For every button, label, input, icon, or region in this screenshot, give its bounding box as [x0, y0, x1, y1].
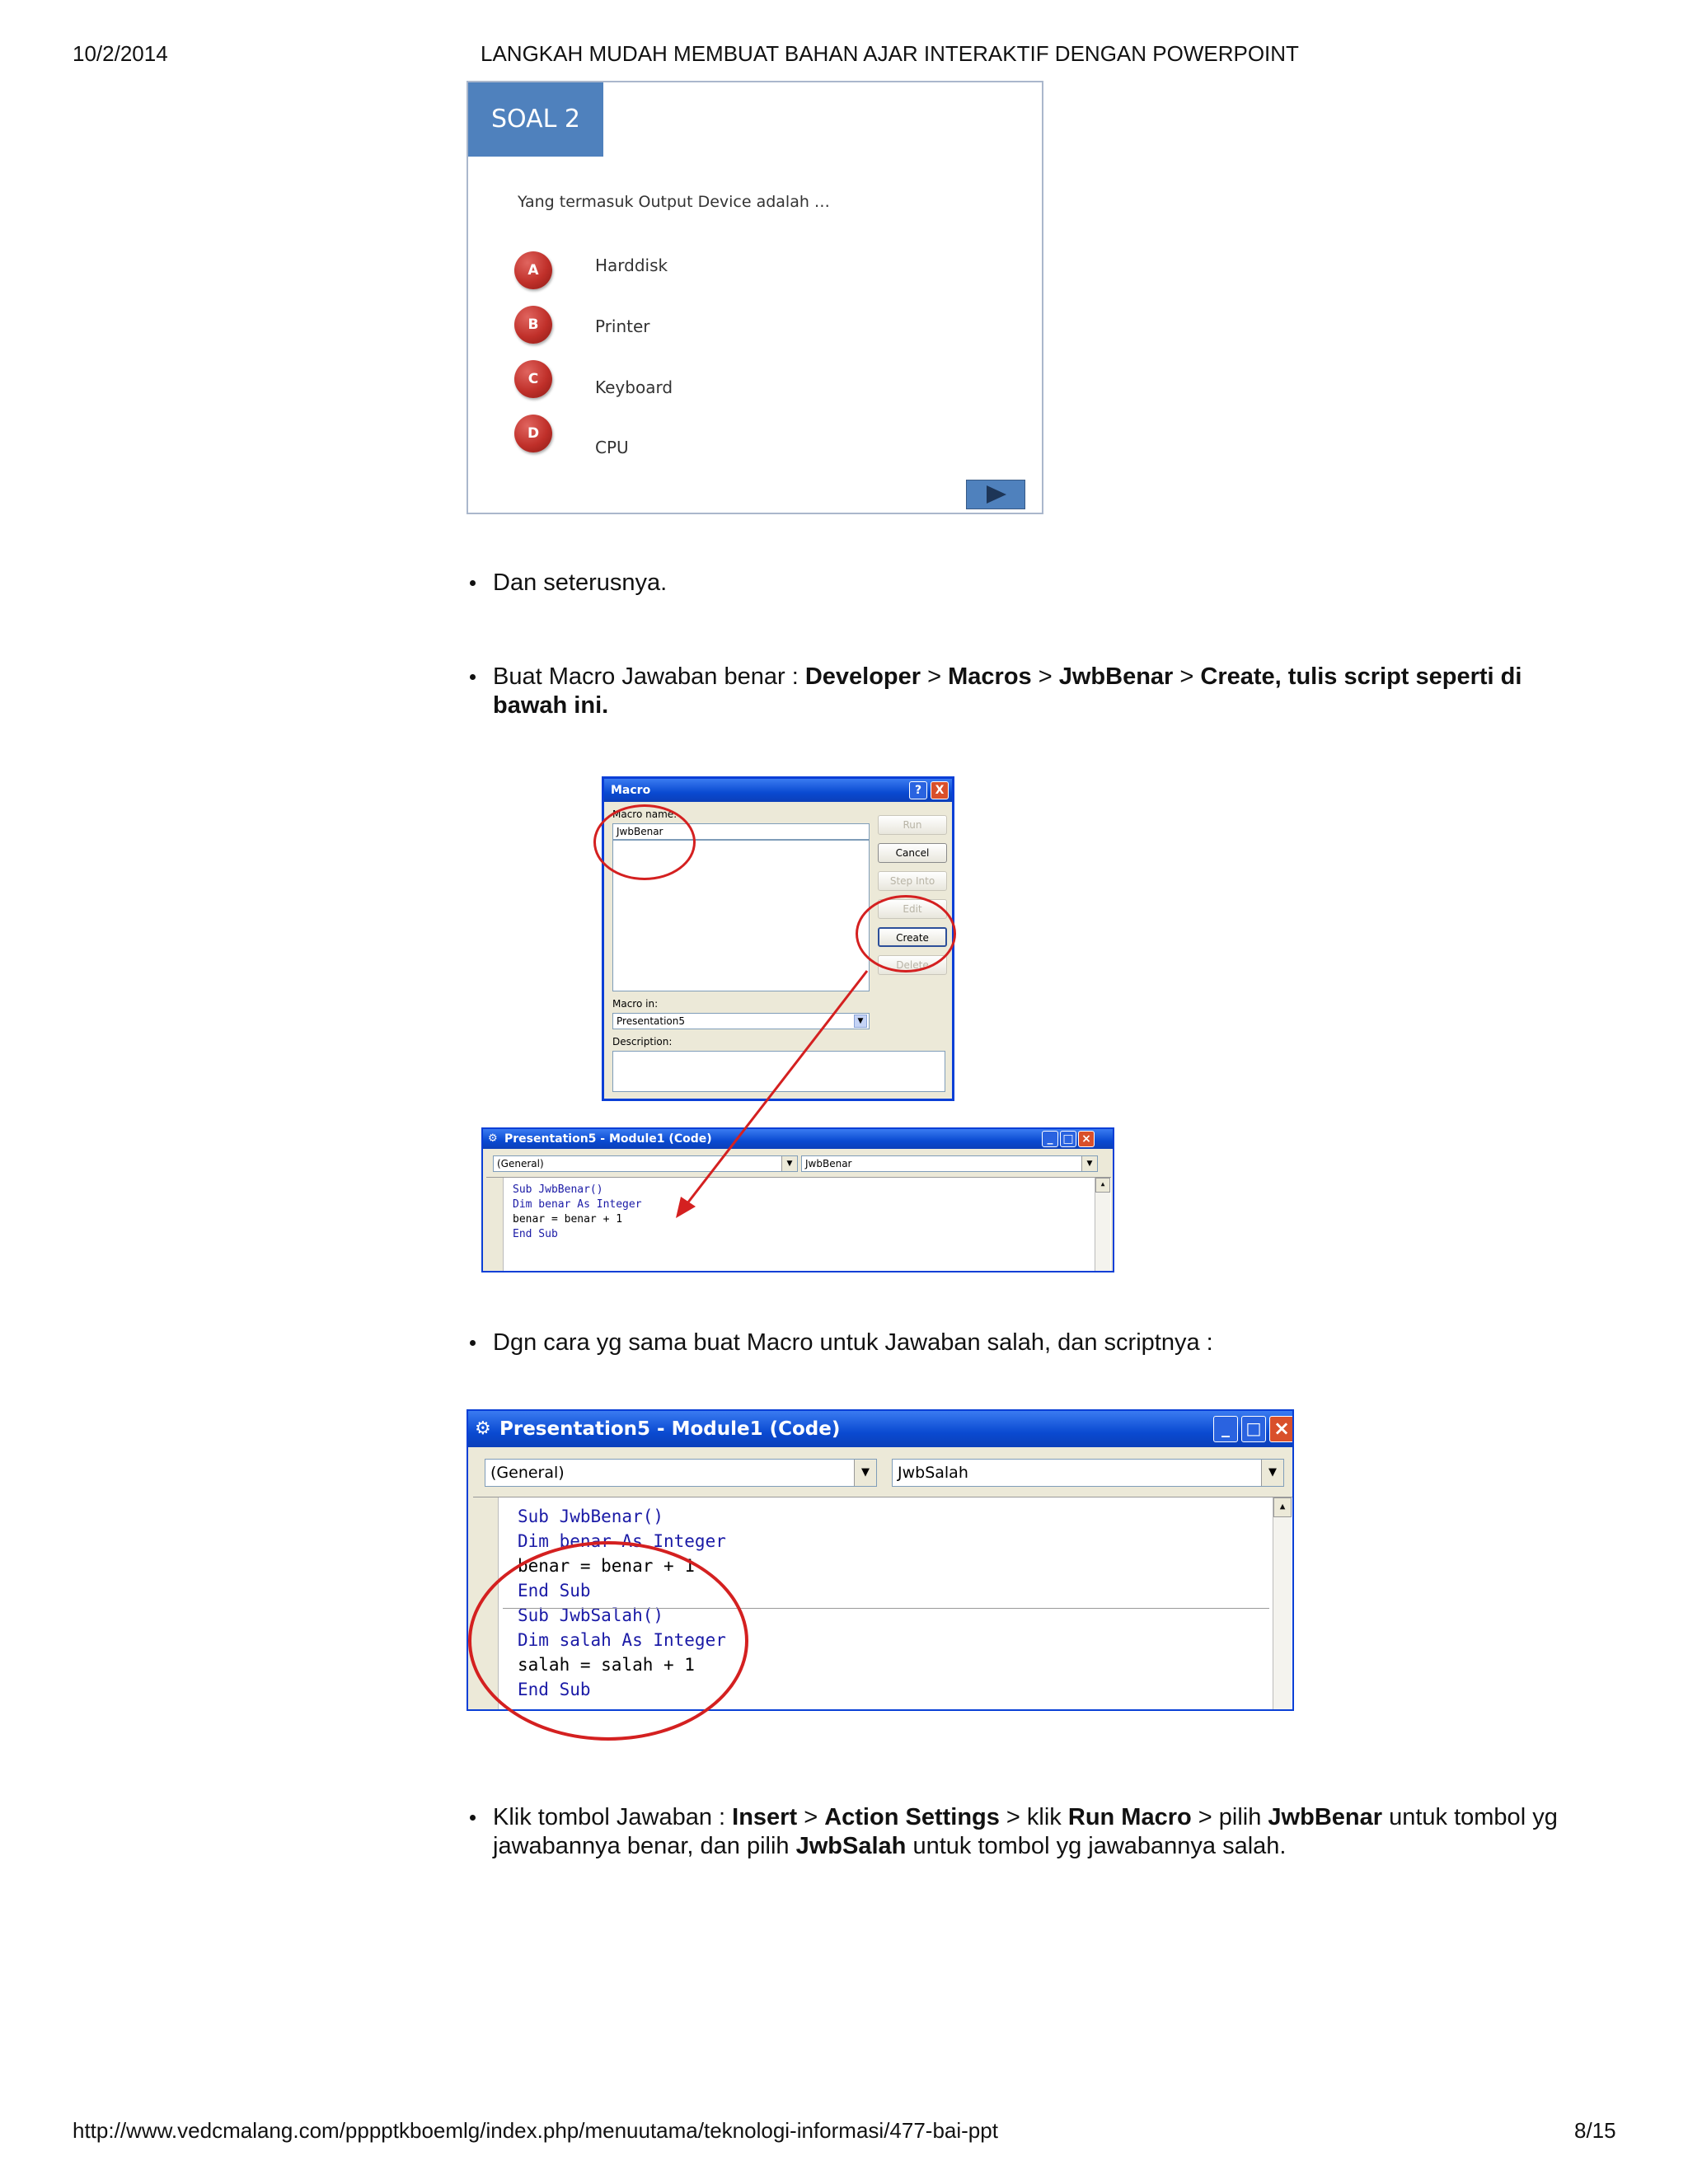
maximize-icon[interactable]: □ [1241, 1416, 1266, 1442]
option-a-text: Harddisk [595, 255, 668, 275]
code-line: End Sub [518, 1680, 591, 1699]
bullet-text: > klik [999, 1804, 1068, 1830]
vbe-title: Presentation5 - Module1 (Code) [499, 1418, 841, 1440]
macro-in-label: Macro in: [612, 998, 659, 1010]
step-into-button[interactable]: Step Into [878, 871, 947, 891]
menu-macros: Macros [948, 663, 1032, 690]
run-button[interactable]: Run [878, 815, 947, 835]
option-b-button: B [514, 306, 552, 344]
highlight-circle [468, 1541, 748, 1741]
code-line: salah = salah + 1 [518, 1655, 695, 1675]
help-icon[interactable]: ? [909, 781, 927, 799]
macro-name-input[interactable]: JwbBenar [612, 823, 870, 840]
header-title: LANGKAH MUDAH MEMBUAT BAHAN AJAR INTERAKTIF DENGAN POWERPOINT [481, 41, 1299, 66]
menu-action-settings: Action Settings [824, 1804, 1000, 1830]
bullet-dot [470, 1340, 476, 1346]
macro-name-label: Macro name: [612, 808, 678, 820]
slide-title: SOAL 2 [468, 82, 603, 157]
macro-in-value: Presentation5 [617, 1015, 685, 1027]
procedure-combo-value: JwbSalah [898, 1464, 968, 1482]
code-line: Sub JwbSalah() [518, 1605, 664, 1625]
bullet-item [493, 1329, 1213, 1357]
code-line: End Sub [518, 1581, 591, 1601]
option-d-text: CPU [595, 438, 629, 457]
header-date: 10/2/2014 [73, 41, 168, 66]
procedure-combo-value: JwbBenar [805, 1158, 852, 1169]
option-c-button: C [514, 360, 552, 398]
close-icon[interactable]: X [931, 781, 949, 799]
create-button[interactable]: Create [878, 927, 947, 947]
description-label: Description: [612, 1036, 673, 1047]
scroll-up-icon[interactable]: ▲ [1273, 1497, 1292, 1517]
option-a-button: A [514, 251, 552, 289]
chevron-down-icon[interactable]: ▼ [854, 1015, 867, 1028]
vbe-title: Presentation5 - Module1 (Code) [504, 1132, 712, 1146]
vertical-scrollbar[interactable] [1273, 1497, 1292, 1711]
object-combo-value: (General) [490, 1464, 565, 1482]
object-combo[interactable] [485, 1459, 877, 1487]
option-b-text: Printer [595, 316, 650, 336]
code-line: benar = benar + 1 [513, 1213, 623, 1226]
bullet-text: untuk tombol yg jawabannya salah. [906, 1833, 1287, 1859]
arrow-head [676, 1197, 696, 1218]
code-line: Sub JwbBenar() [513, 1183, 603, 1196]
separator: > [921, 663, 949, 690]
separator: > [797, 1804, 825, 1830]
minimize-icon[interactable]: _ [1213, 1416, 1238, 1442]
maximize-icon[interactable]: □ [1060, 1131, 1076, 1147]
macro-dialog-title: Macro [611, 784, 651, 797]
procedure-combo[interactable] [892, 1459, 1284, 1487]
chevron-down-icon[interactable]: ▼ [781, 1156, 797, 1171]
arrow-line [687, 971, 867, 1203]
scroll-up-icon[interactable]: ▲ [1095, 1178, 1110, 1193]
delete-button[interactable]: Delete [878, 955, 947, 975]
chevron-down-icon[interactable]: ▼ [854, 1460, 876, 1486]
object-combo-value: (General) [497, 1158, 544, 1169]
option-d-button: D [514, 415, 552, 452]
separator: > [1031, 663, 1059, 690]
chevron-down-icon[interactable]: ▼ [1261, 1460, 1283, 1486]
macro-jwbbenar: JwbBenar [1268, 1804, 1383, 1830]
menu-insert: Insert [732, 1804, 798, 1830]
vbe-app-icon: ⚙ [488, 1132, 498, 1145]
close-icon[interactable]: × [1269, 1416, 1294, 1442]
bullet-text: untuk tombol yg jawabannya benar, dan pilih [493, 1804, 1558, 1859]
code-line: Dim salah As Integer [518, 1630, 726, 1650]
close-icon[interactable]: × [1078, 1131, 1095, 1147]
vbe-app-icon: ⚙ [475, 1418, 491, 1439]
bullet-text: Buat Macro Jawaban benar : [493, 663, 805, 690]
bullet-dot [470, 1815, 476, 1821]
code-line: Dim benar As Integer [513, 1198, 642, 1211]
separator: > [1173, 663, 1201, 690]
code-line: End Sub [513, 1228, 558, 1240]
code-line: Sub JwbBenar() [518, 1507, 664, 1526]
option-c-text: Keyboard [595, 377, 673, 397]
option-run-macro: Run Macro [1067, 1804, 1192, 1830]
macro-jwbsalah: JwbSalah [795, 1833, 907, 1859]
edit-button[interactable]: Edit [878, 899, 947, 919]
footer-url: http://www.vedcmalang.com/pppptkboemlg/index.php/menuutama/teknologi-informasi/477-bai-ppt [73, 2118, 998, 2143]
bullet-text: Dan seterusnya. [493, 569, 668, 596]
chevron-down-icon[interactable]: ▼ [1081, 1156, 1097, 1171]
bullet-text: > pilih [1191, 1804, 1268, 1830]
cancel-button[interactable]: Cancel [878, 843, 947, 863]
menu-developer: Developer [804, 663, 921, 690]
bullet-text: Dgn cara yg sama buat Macro untuk Jawaban salah, dan scriptnya : [493, 1329, 1213, 1356]
bullet-item [493, 1803, 1597, 1861]
slide-question: Yang termasuk Output Device adalah … [518, 193, 830, 211]
vbe-titlebar [468, 1411, 1294, 1447]
minimize-icon[interactable]: _ [1042, 1131, 1058, 1147]
bullet-text: Klik tombol Jawaban : [493, 1804, 733, 1830]
code-line: benar = benar + 1 [518, 1556, 695, 1576]
macro-jwbbenar: JwbBenar [1058, 663, 1174, 690]
create-instruction: Create, tulis script seperti di bawah ini. [493, 663, 1522, 719]
code-line: Dim benar As Integer [518, 1531, 726, 1551]
page-number: 8/15 [1574, 2118, 1616, 2143]
